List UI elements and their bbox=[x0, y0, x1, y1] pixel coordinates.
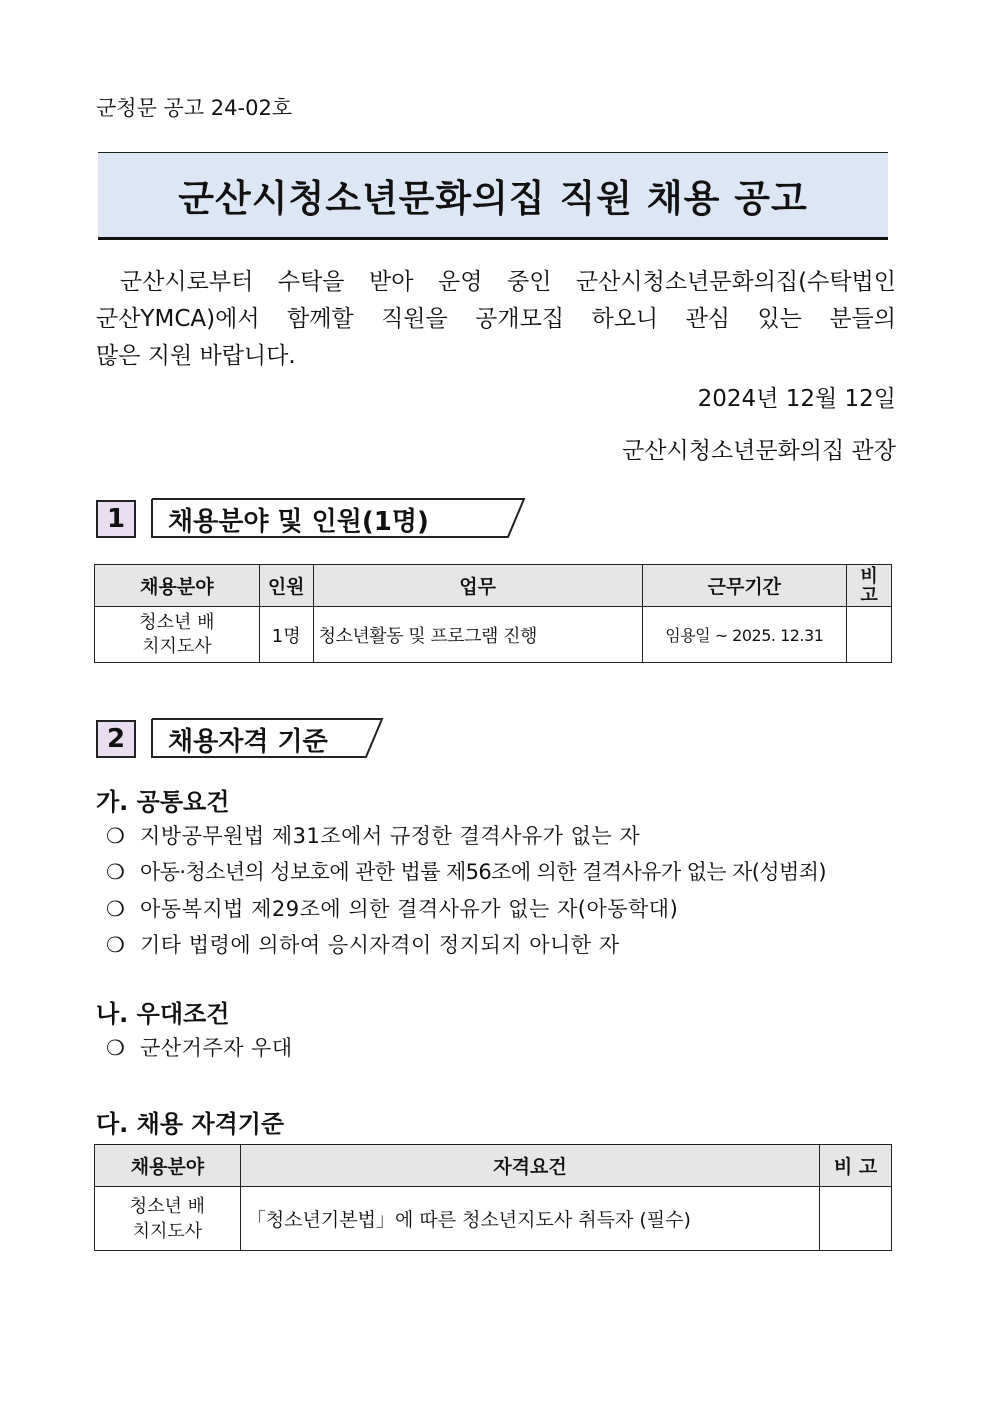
page-title: 군산시청소년문화의집 직원 채용 공고 bbox=[178, 177, 808, 220]
common-item-1: 지방공무원법 제31조에서 규정한 결격사유가 없는 자 bbox=[140, 824, 641, 848]
intro-line-2: 군산YMCA)에서 함께할 직원을 공개모집 하오니 관심 있는 분들의 bbox=[96, 306, 896, 332]
common-item-4: 기타 법령에 의하여 응시자격이 정지되지 아니한 자 bbox=[140, 933, 620, 957]
cell-duty: 청소년활동 및 프로그램 진행 bbox=[313, 607, 642, 663]
notice-date: 2024년 12월 12일 bbox=[697, 386, 896, 412]
common-requirements-heading: 가. 공통요건 bbox=[96, 788, 230, 816]
cell-count: 1명 bbox=[259, 607, 313, 663]
q-header-field: 채용분야 bbox=[95, 1145, 241, 1187]
intro-line-1: 군산시로부터 수탁을 받아 운영 중인 군산시청소년문화의집(수탁법인 bbox=[120, 269, 896, 295]
intro-paragraph bbox=[96, 264, 896, 375]
bullet-mark: ❍ bbox=[106, 1036, 126, 1060]
bullet-item bbox=[106, 820, 640, 850]
bullet-item bbox=[106, 856, 826, 886]
q-cell-field-text: 청소년 배치지도사 bbox=[129, 1195, 206, 1242]
bullet-item bbox=[106, 893, 678, 923]
title-banner bbox=[98, 152, 888, 240]
q-cell-note bbox=[820, 1187, 892, 1251]
q-header-note: 비 고 bbox=[820, 1145, 892, 1187]
cell-note bbox=[847, 607, 892, 663]
q-header-requirement: 자격요건 bbox=[240, 1145, 819, 1187]
header-note bbox=[847, 565, 892, 607]
intro-line-3: 많은 지원 바랍니다. bbox=[96, 343, 296, 369]
preference-heading: 나. 우대조건 bbox=[96, 1000, 230, 1028]
header-count: 인원 bbox=[259, 565, 313, 607]
recruitment-table bbox=[94, 564, 892, 663]
cell-field-text: 청소년 배치지도사 bbox=[139, 611, 215, 657]
bullet-mark: ❍ bbox=[106, 897, 126, 921]
common-item-2: 아동·청소년의 성보호에 관한 법률 제56조에 의한 결격사유가 없는 자(성범죄) bbox=[140, 860, 826, 884]
header-field: 채용분야 bbox=[95, 565, 260, 607]
bullet-mark: ❍ bbox=[106, 860, 125, 884]
header-period: 근무기간 bbox=[642, 565, 846, 607]
qualification-table bbox=[94, 1144, 892, 1251]
qualification-heading: 다. 채용 자격기준 bbox=[96, 1110, 285, 1138]
header-note-text: 비고 bbox=[860, 565, 878, 606]
section-2-heading bbox=[150, 717, 384, 759]
bullet-mark: ❍ bbox=[106, 824, 126, 848]
header-duty: 업무 bbox=[313, 565, 642, 607]
bullet-mark: ❍ bbox=[106, 933, 126, 957]
notice-number: 군청문 공고 24-02호 bbox=[96, 96, 293, 120]
section-1-heading bbox=[150, 497, 526, 539]
preference-item-1: 군산거주자 우대 bbox=[140, 1036, 293, 1060]
cell-field bbox=[95, 607, 260, 663]
cell-period: 임용일 ~ 2025. 12.31 bbox=[642, 607, 846, 663]
section-2-title: 채용자격 기준 bbox=[168, 727, 328, 757]
common-item-3: 아동복지법 제29조에 의한 결격사유가 없는 자(아동학대) bbox=[140, 897, 679, 921]
bullet-item bbox=[106, 1032, 293, 1062]
q-cell-field bbox=[95, 1187, 241, 1251]
q-cell-requirement: 「청소년기본법」에 따른 청소년지도사 취득자 (필수) bbox=[240, 1187, 819, 1251]
section-2-number: 2 bbox=[96, 720, 136, 758]
bullet-item bbox=[106, 929, 620, 959]
signature: 군산시청소년문화의집 관장 bbox=[622, 438, 896, 464]
section-1-number: 1 bbox=[96, 500, 136, 538]
section-1-title: 채용분야 및 인원(1명) bbox=[168, 507, 429, 537]
